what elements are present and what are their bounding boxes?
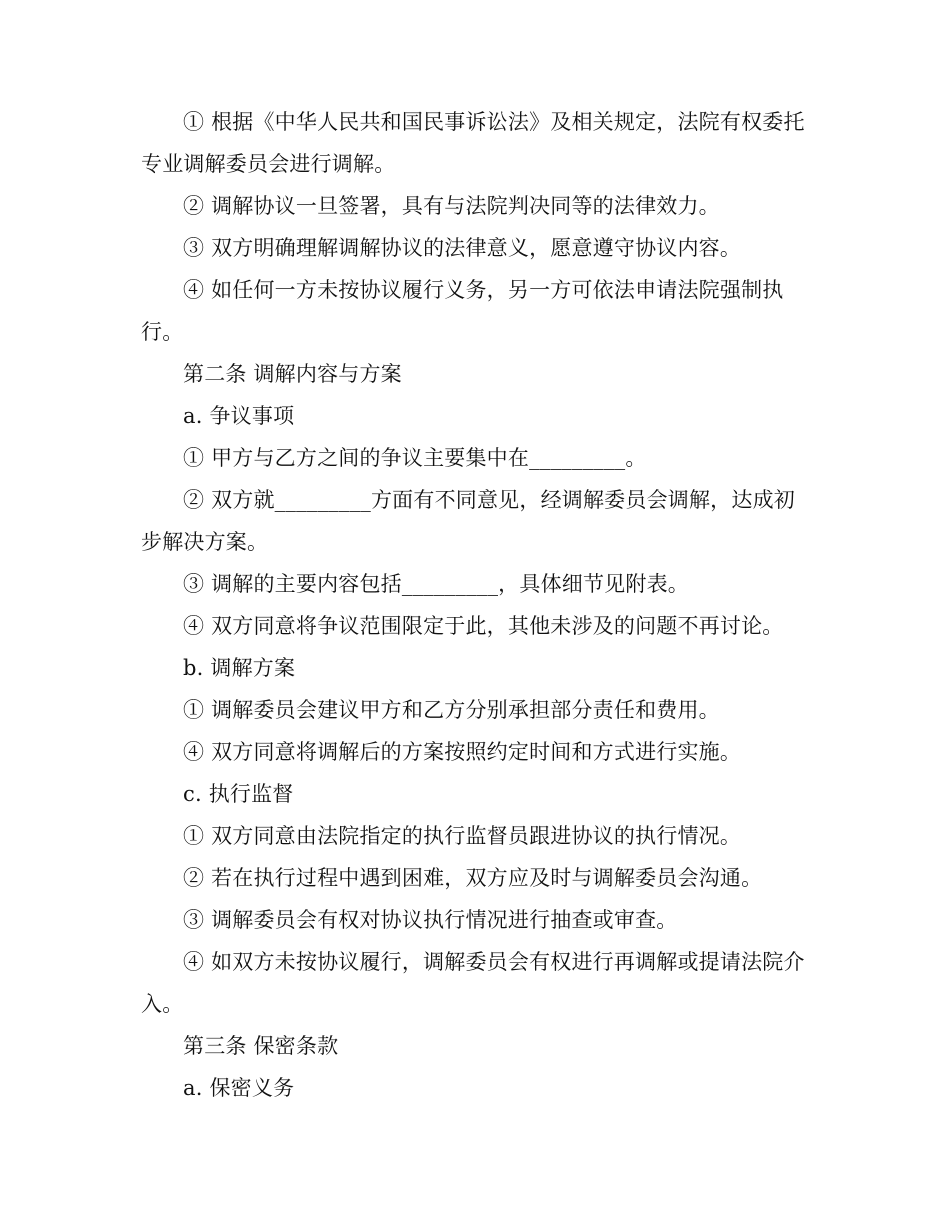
clause-text: ① 调解委员会建议甲方和乙方分别承担部分责任和费用。 bbox=[183, 698, 720, 722]
clause-text: ① 双方同意由法院指定的执行监督员跟进协议的执行情况。 bbox=[183, 824, 742, 848]
clause-text: ④ 双方同意将争议范围限定于此，其他未涉及的问题不再讨论。 bbox=[183, 614, 784, 638]
article-heading: 第二条 调解内容与方案 bbox=[183, 362, 402, 386]
section-heading: a. 争议事项 bbox=[183, 404, 295, 428]
section-heading: c. 执行监督 bbox=[183, 782, 294, 806]
clause-text: ④ 双方同意将调解后的方案按照约定时间和方式进行实施。 bbox=[183, 740, 742, 764]
clause-text: ② 调解协议一旦签署，具有与法院判决同等的法律效力。 bbox=[183, 194, 720, 218]
section-heading: a. 保密义务 bbox=[183, 1076, 295, 1100]
article-heading: 第三条 保密条款 bbox=[183, 1034, 339, 1058]
clause-text: ③ 调解委员会有权对协议执行情况进行抽查或审查。 bbox=[183, 908, 678, 932]
document-body bbox=[141, 101, 811, 1109]
clause-text: ④ 如双方未按协议履行，调解委员会有权进行再调解或提请法院介入。 bbox=[141, 950, 805, 1016]
clause-text: ③ 双方明确理解调解协议的法律意义，愿意遵守协议内容。 bbox=[183, 236, 742, 260]
clause-text: ① 甲方与乙方之间的争议主要集中在_________。 bbox=[183, 446, 647, 470]
clause-text: ② 双方就_________方面有不同意见，经调解委员会调解，达成初步解决方案。 bbox=[141, 488, 795, 554]
clause-text: ③ 调解的主要内容包括_________，具体细节见附表。 bbox=[183, 572, 689, 596]
clause-text: ② 若在执行过程中遇到困难，双方应及时与调解委员会沟通。 bbox=[183, 866, 763, 890]
section-heading: b. 调解方案 bbox=[183, 656, 296, 680]
clause-text: ① 根据《中华人民共和国民事诉讼法》及相关规定，法院有权委托专业调解委员会进行调解。 bbox=[141, 110, 805, 176]
clause-text: ④ 如任何一方未按协议履行义务，另一方可依法申请法院强制执行。 bbox=[141, 278, 784, 344]
